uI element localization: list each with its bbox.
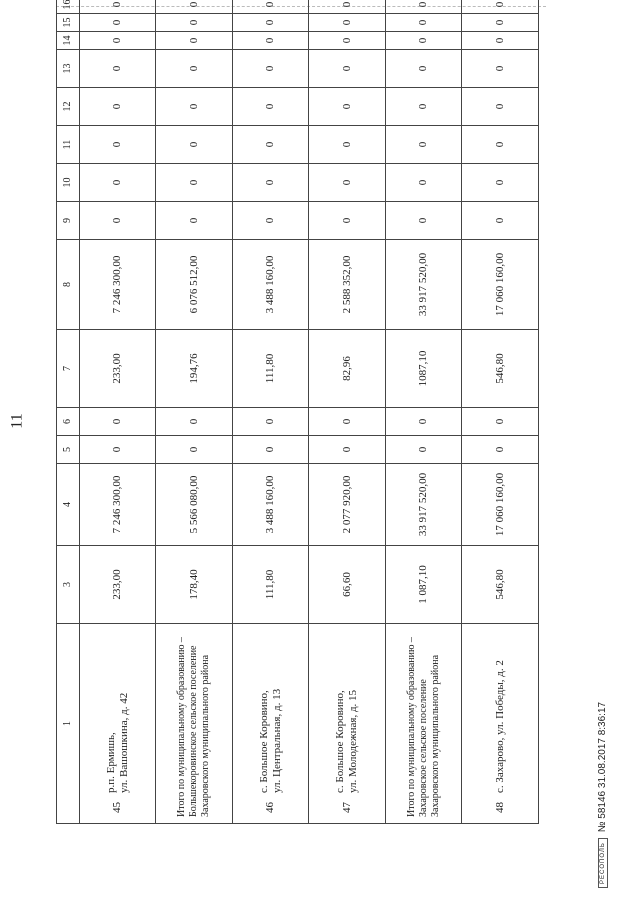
col-header: 7 — [57, 330, 80, 408]
address: с. Захарово, ул. Победы, д. 2 — [493, 660, 506, 793]
value-cell-c4: 3 488 160,00 — [232, 464, 309, 546]
value-cell-c14: 0 — [156, 32, 233, 50]
value-cell-c5: 0 — [309, 436, 386, 464]
value-cell-c6: 0 — [232, 408, 309, 436]
col-header: 6 — [57, 408, 80, 436]
object-cell — [462, 624, 539, 824]
table-row — [79, 0, 156, 824]
value-cell-c12: 0 — [385, 88, 462, 126]
value-cell-c10: 0 — [309, 164, 386, 202]
stamp-logo: PECОПОЛЬ — [598, 838, 608, 888]
value-cell-c3: 233,00 — [79, 546, 156, 624]
value-cell-c16: 0 — [309, 0, 386, 14]
table-row — [309, 0, 386, 824]
value-cell-c4: 5 566 080,00 — [156, 464, 233, 546]
value-cell-c4: 17 060 160,00 — [462, 464, 539, 546]
value-cell-c5: 0 — [385, 436, 462, 464]
value-cell-c16: 0 — [232, 0, 309, 14]
value-cell-c11: 0 — [385, 126, 462, 164]
value-cell-c13: 0 — [79, 50, 156, 88]
row-number: 46 — [264, 802, 277, 813]
col-header: 15 — [57, 14, 80, 32]
value-cell-c15: 0 — [156, 14, 233, 32]
table-row — [462, 0, 539, 824]
address: с. Большое Коровино, ул. Молодежная, д. 15 — [334, 689, 360, 793]
value-cell-c12: 0 — [309, 88, 386, 126]
col-header: 4 — [57, 464, 80, 546]
value-cell-c3: 546,80 — [462, 546, 539, 624]
value-cell-c3: 66,60 — [309, 546, 386, 624]
col-header: 8 — [57, 240, 80, 330]
row-number: 48 — [493, 802, 506, 813]
value-cell-c16: 0 — [462, 0, 539, 14]
value-cell-c6: 0 — [79, 408, 156, 436]
table-row — [156, 0, 233, 824]
value-cell-c12: 0 — [156, 88, 233, 126]
value-cell-c10: 0 — [232, 164, 309, 202]
col-header: 14 — [57, 32, 80, 50]
value-cell-c6: 0 — [156, 408, 233, 436]
register-table — [56, 0, 539, 824]
col-header: 10 — [57, 164, 80, 202]
value-cell-c8: 33 917 520,00 — [385, 240, 462, 330]
value-cell-c11: 0 — [156, 126, 233, 164]
value-cell-c11: 0 — [232, 126, 309, 164]
value-cell-c15: 0 — [385, 14, 462, 32]
table-body — [57, 0, 539, 824]
value-cell-c8: 3 488 160,00 — [232, 240, 309, 330]
address: с. Большое Коровино, ул. Центральная, д. 13 — [257, 688, 283, 793]
value-cell-c8: 7 246 300,00 — [79, 240, 156, 330]
value-cell-c12: 0 — [79, 88, 156, 126]
value-cell-c10: 0 — [79, 164, 156, 202]
value-cell-c13: 0 — [385, 50, 462, 88]
col-header: 3 — [57, 546, 80, 624]
value-cell-c16: 0 — [385, 0, 462, 14]
value-cell-c7: 82,96 — [309, 330, 386, 408]
rotated-table-container — [56, 0, 539, 824]
value-cell-c9: 0 — [385, 202, 462, 240]
value-cell-c15: 0 — [462, 14, 539, 32]
value-cell-c4: 33 917 520,00 — [385, 464, 462, 546]
value-cell-c11: 0 — [462, 126, 539, 164]
value-cell-c5: 0 — [79, 436, 156, 464]
value-cell-c16: 0 — [79, 0, 156, 14]
row-number: 47 — [340, 802, 353, 813]
value-cell-c9: 0 — [232, 202, 309, 240]
value-cell-c7: 1087,10 — [385, 330, 462, 408]
value-cell-c14: 0 — [462, 32, 539, 50]
value-cell-c14: 0 — [232, 32, 309, 50]
value-cell-c11: 0 — [79, 126, 156, 164]
value-cell-c5: 0 — [462, 436, 539, 464]
col-header: 9 — [57, 202, 80, 240]
object-cell — [309, 624, 386, 824]
value-cell-c7: 194,76 — [156, 330, 233, 408]
value-cell-c4: 2 077 920,00 — [309, 464, 386, 546]
col-header: 16 — [57, 0, 80, 14]
value-cell-c15: 0 — [309, 14, 386, 32]
value-cell-c12: 0 — [462, 88, 539, 126]
row-number: 45 — [111, 802, 124, 813]
value-cell-c9: 0 — [156, 202, 233, 240]
column-number-row — [57, 0, 80, 824]
col-header: 13 — [57, 50, 80, 88]
value-cell-c4: 7 246 300,00 — [79, 464, 156, 546]
value-cell-c11: 0 — [309, 126, 386, 164]
value-cell-c10: 0 — [462, 164, 539, 202]
value-cell-c15: 0 — [79, 14, 156, 32]
value-cell-c3: 111,80 — [232, 546, 309, 624]
value-cell-c16: 0 — [156, 0, 233, 14]
value-cell-c7: 233,00 — [79, 330, 156, 408]
table-row — [232, 0, 309, 824]
col-header: 11 — [57, 126, 80, 164]
value-cell-c8: 17 060 160,00 — [462, 240, 539, 330]
value-cell-c12: 0 — [232, 88, 309, 126]
col-header: 1 — [57, 624, 80, 824]
value-cell-c13: 0 — [156, 50, 233, 88]
value-cell-c9: 0 — [462, 202, 539, 240]
value-cell-c3: 178,40 — [156, 546, 233, 624]
value-cell-c14: 0 — [309, 32, 386, 50]
value-cell-c6: 0 — [462, 408, 539, 436]
page-number: 11 — [8, 413, 26, 429]
value-cell-c6: 0 — [309, 408, 386, 436]
value-cell-c10: 0 — [156, 164, 233, 202]
value-cell-c9: 0 — [309, 202, 386, 240]
value-cell-c13: 0 — [232, 50, 309, 88]
value-cell-c7: 111,80 — [232, 330, 309, 408]
col-header: 5 — [57, 436, 80, 464]
object-cell — [79, 624, 156, 824]
value-cell-c5: 0 — [156, 436, 233, 464]
address: р.п. Ермишь, ул. Вашошкина, д. 42 — [104, 692, 130, 793]
value-cell-c6: 0 — [385, 408, 462, 436]
value-cell-c5: 0 — [232, 436, 309, 464]
table-row — [385, 0, 462, 824]
registration-stamp — [597, 702, 608, 888]
value-cell-c13: 0 — [309, 50, 386, 88]
subtotal-label: Итого по муниципальному образованию – Большекоровинское сельское поселение Захаровского муниципального района — [156, 624, 233, 824]
value-cell-c15: 0 — [232, 14, 309, 32]
subtotal-label: Итого по муниципальному образованию – Захаровское сельское поселение Захаровского муниципального района — [385, 624, 462, 824]
value-cell-c3: 1 087,10 — [385, 546, 462, 624]
value-cell-c10: 0 — [385, 164, 462, 202]
value-cell-c8: 6 076 512,00 — [156, 240, 233, 330]
value-cell-c8: 2 588 352,00 — [309, 240, 386, 330]
value-cell-c9: 0 — [79, 202, 156, 240]
value-cell-c14: 0 — [385, 32, 462, 50]
value-cell-c14: 0 — [79, 32, 156, 50]
value-cell-c13: 0 — [462, 50, 539, 88]
col-header: 12 — [57, 88, 80, 126]
object-cell — [232, 624, 309, 824]
stamp-text: № 58146 31.08.2017 8:36:17 — [597, 701, 608, 833]
value-cell-c7: 546,80 — [462, 330, 539, 408]
